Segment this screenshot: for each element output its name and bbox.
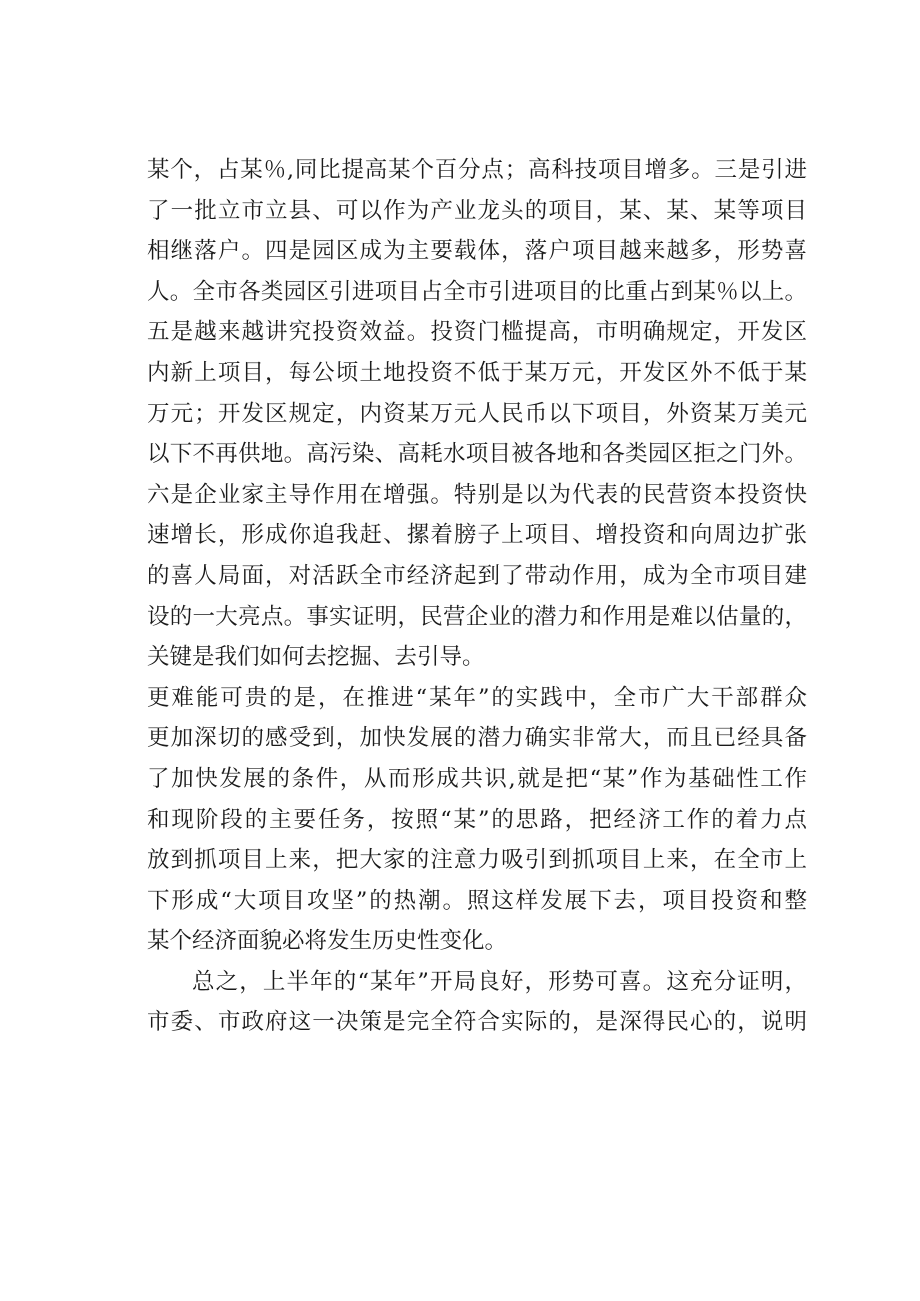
text-line: 更加深切的感受到，加快发展的潜力确实非常大，而且已经具备 [147,725,807,752]
text-line: 设的一大亮点。事实证明，民营企业的潜力和作用是难以估量的， [147,603,807,630]
text-line: 了一批立市立县、可以作为产业龙头的项目，某、某、某等项目 [147,197,807,224]
text-line: 和现阶段的主要任务，按照“某”的思路，把经济工作的着力点 [147,806,807,833]
text-line: 六是企业家主导作用在增强。特别是以为代表的民营资本投资快 [147,481,807,508]
text-line: 了加快发展的条件，从而形成共识,就是把“某”作为基础性工作 [147,765,807,792]
text-line: 总之，上半年的“某年”开局良好，形势可喜。这充分证明， [192,968,807,995]
text-line: 的喜人局面，对活跃全市经济起到了带动作用，成为全市项目建 [147,562,807,589]
body-text [147,150,807,1043]
text-line: 关键是我们如何去挖掘、去引导。 [147,644,485,671]
text-line: 速增长，形成你追我赶、摞着膀子上项目、增投资和向周边扩张 [147,522,807,549]
text-line: 放到抓项目上来，把大家的注意力吸引到抓项目上来，在全市上 [147,847,807,874]
text-line: 人。全市各类园区引进项目占全市引进项目的比重占到某％以上。 [147,278,807,305]
paragraph-2 [147,678,807,962]
text-line: 万元；开发区规定，内资某万元人民币以下项目，外资某万美元 [147,400,807,427]
text-line: 内新上项目，每公顷土地投资不低于某万元，开发区外不低于某 [147,359,807,386]
text-line: 以下不再供地。高污染、高耗水项目被各地和各类园区拒之门外。 [147,441,807,468]
paragraph-3 [147,962,807,1043]
text-line: 某个经济面貌必将发生历史性变化。 [147,928,508,955]
text-line: 某个，占某％,同比提高某个百分点；高科技项目增多。三是引进 [147,157,807,183]
text-line: 五是越来越讲究投资效益。投资门槛提高，市明确规定，开发区 [147,319,807,346]
text-line: 更难能可贵的是，在推进“某年”的实践中，全市广大干部群众 [147,684,807,711]
text-line: 市委、市政府这一决策是完全符合实际的，是深得民心的，说明 [147,1009,807,1036]
paragraph-1 [147,150,807,678]
text-line: 下形成“大项目攻坚”的热潮。照这样发展下去，项目投资和整 [147,887,807,914]
text-line: 相继落户。四是园区成为主要载体，落户项目越来越多，形势喜 [147,238,807,265]
